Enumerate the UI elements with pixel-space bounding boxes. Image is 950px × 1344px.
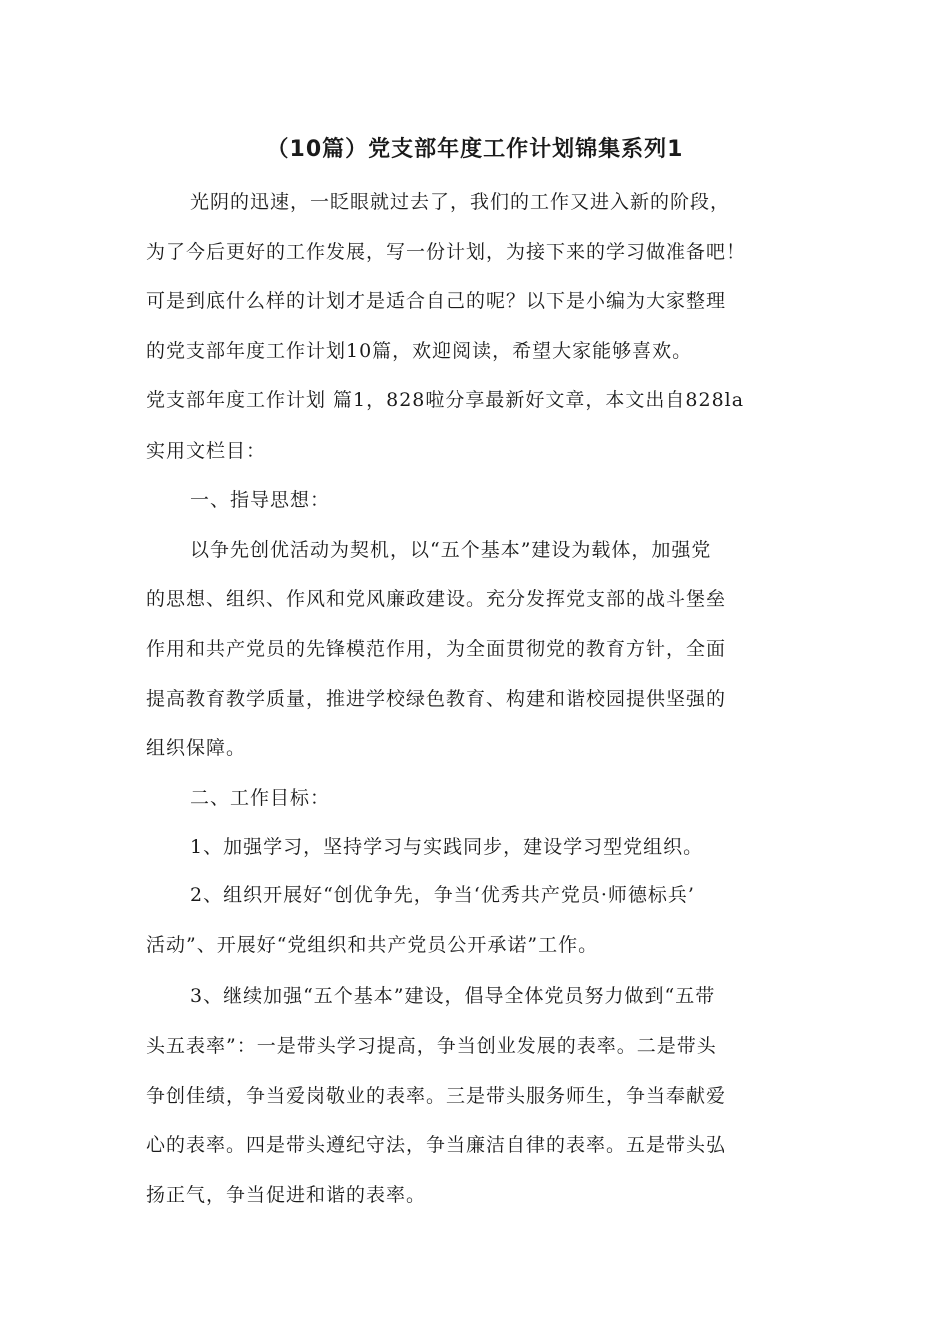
paragraph-line: 实用文栏目： [146, 440, 267, 462]
list-item: 2、组织开展好“创优争先，争当‘优秀共产党员·师德标兵’ [190, 884, 695, 906]
paragraph-line: 为了今后更好的工作发展，写一份计划，为接下来的学习做准备吧！ [146, 241, 747, 263]
paragraph-line: 作用和共产党员的先锋模范作用，为全面贯彻党的教育方针，全面 [146, 638, 727, 660]
paragraph-line: 的思想、组织、作风和党风廉政建设。充分发挥党支部的战斗堡垒 [146, 588, 727, 610]
paragraph-line: 头五表率”：一是带头学习提高，争当创业发展的表率。二是带头 [146, 1035, 717, 1057]
section-heading: 一、指导思想： [190, 489, 331, 511]
document-title: （10篇）党支部年度工作计划锦集系列1 [266, 137, 684, 162]
paragraph-line: 党支部年度工作计划 篇1，828啦分享最新好文章，本文出自828la [146, 389, 745, 411]
paragraph-line: 心的表率。四是带头遵纪守法，争当廉洁自律的表率。五是带头弘 [146, 1134, 727, 1156]
section-heading: 二、工作目标： [190, 787, 331, 809]
paragraph-line: 活动”、开展好“党组织和共产党员公开承诺”工作。 [146, 934, 599, 956]
paragraph-line: 以争先创优活动为契机，以“五个基本”建设为载体，加强党 [190, 539, 712, 561]
paragraph-line: 可是到底什么样的计划才是适合自己的呢？以下是小编为大家整理 [146, 290, 727, 312]
paragraph-line: 的党支部年度工作计划10篇，欢迎阅读，希望大家能够喜欢。 [146, 340, 693, 362]
list-item: 1、加强学习，坚持学习与实践同步，建设学习型党组织。 [190, 836, 704, 858]
paragraph-line: 争创佳绩，争当爱岗敬业的表率。三是带头服务师生，争当奉献爱 [146, 1085, 727, 1107]
paragraph-line: 组织保障。 [146, 737, 247, 759]
paragraph-line: 光阴的迅速，一眨眼就过去了，我们的工作又进入新的阶段， [190, 191, 731, 213]
list-item: 3、继续加强“五个基本”建设，倡导全体党员努力做到“五带 [190, 985, 716, 1007]
paragraph-line: 提高教育教学质量，推进学校绿色教育、构建和谐校园提供坚强的 [146, 688, 727, 710]
paragraph-line: 扬正气，争当促进和谐的表率。 [146, 1184, 427, 1206]
